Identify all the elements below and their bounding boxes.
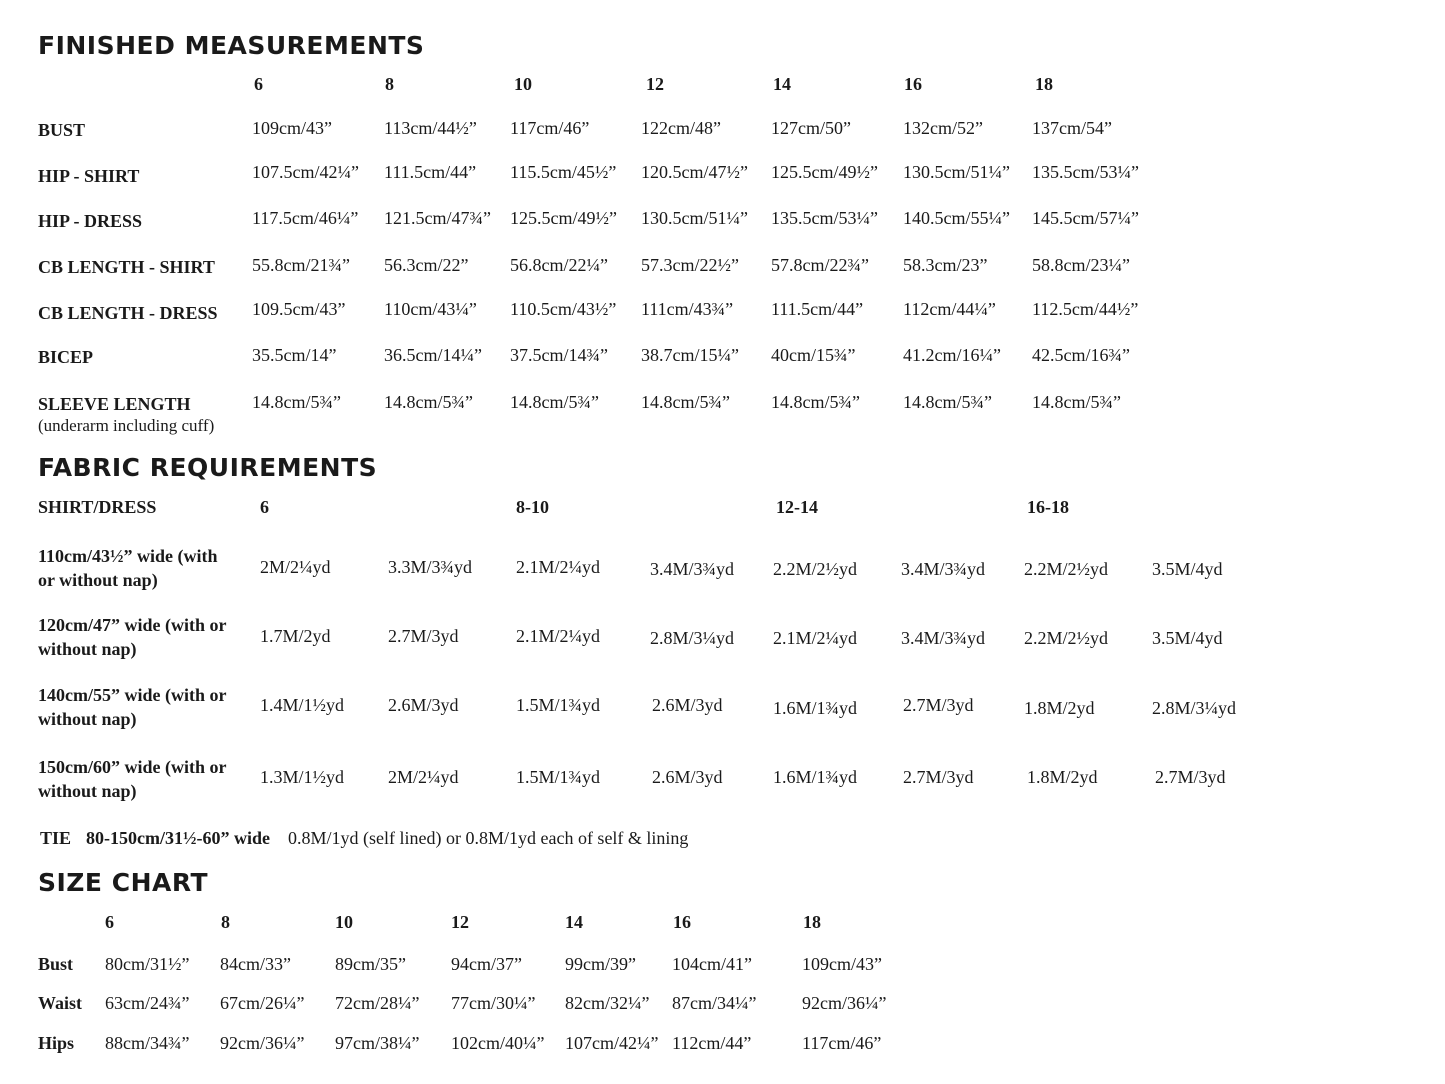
measurement-value: 127cm/50” [771,118,851,138]
measurement-value: 14.8cm/5¾” [384,392,473,412]
fabric-value: 2.7M/3yd [1155,767,1226,787]
row-label: Waist [38,993,83,1013]
row-label: Hips [38,1033,75,1053]
fabric-value: 2.7M/3yd [388,626,459,646]
tie-width: 80-150cm/31½-60” wide [86,828,270,848]
measurement-value: 58.8cm/23¼” [1032,255,1130,275]
row-note: (underarm including cuff) [38,416,215,435]
fabric-width-label: 110cm/43½” wide (with or without nap) [38,546,218,590]
measurement-value: 40cm/15¾” [771,345,856,365]
measurement-value: 14.8cm/5¾” [252,392,341,412]
size-value: 67cm/26¼” [220,993,305,1013]
size-value: 72cm/28¼” [335,993,420,1013]
size-value: 82cm/32¼” [565,993,650,1013]
size-value: 87cm/34¼” [672,993,757,1013]
row-label: Bust [38,954,74,974]
fabric-width-label: 120cm/47” wide (with or without nap) [38,615,227,659]
fabric-value: 3.5M/4yd [1152,559,1223,579]
size-header: 6 [260,497,269,517]
measurement-value: 109cm/43” [252,118,332,138]
fabric-value: 2.2M/2½yd [773,559,858,579]
size-value: 102cm/40¼” [451,1033,545,1053]
fabric-value: 1.6M/1¾yd [773,698,858,718]
measurement-value: 125.5cm/49½” [510,208,617,228]
fabric-value: 1.7M/2yd [260,626,331,646]
fabric-value: 2.7M/3yd [903,767,974,787]
size-header: 8 [221,912,230,932]
measurement-value: 41.2cm/16¼” [903,345,1001,365]
size-value: 84cm/33” [220,954,291,974]
fabric-value: 2.6M/3yd [388,695,459,715]
measurement-value: 107.5cm/42¼” [252,162,359,182]
fabric-value: 2.2M/2½yd [1024,628,1109,648]
size-value: 97cm/38¼” [335,1033,420,1053]
measurement-value: 140.5cm/55¼” [903,208,1010,228]
measurement-value: 130.5cm/51¼” [641,208,748,228]
measurement-value: 57.8cm/22¾” [771,255,869,275]
size-value: 63cm/24¾” [105,993,190,1013]
fabric-header-label: SHIRT/DRESS [38,497,157,517]
fabric-value: 2.8M/3¼yd [1152,698,1237,718]
size-value: 88cm/34¾” [105,1033,190,1053]
fabric-value: 2.7M/3yd [903,695,974,715]
size-value: 94cm/37” [451,954,522,974]
measurement-value: 55.8cm/21¾” [252,255,350,275]
fabric-width-label: 140cm/55” wide (with or without nap) [38,685,227,729]
size-value: 92cm/36¼” [802,993,887,1013]
measurement-value: 121.5cm/47¾” [384,208,491,228]
fabric-value: 2M/2¼yd [260,557,331,577]
measurement-value: 14.8cm/5¾” [903,392,992,412]
size-value: 99cm/39” [565,954,636,974]
size-header: 8 [385,74,394,94]
measurement-value: 35.5cm/14” [252,345,337,365]
fabric-value: 2M/2¼yd [388,767,459,787]
measurement-value: 58.3cm/23” [903,255,988,275]
fabric-value: 3.3M/3¾yd [388,557,473,577]
fabric-value: 3.4M/3¾yd [650,559,735,579]
measurement-value: 113cm/44½” [384,118,477,138]
size-header: 8-10 [516,497,549,517]
size-value: 89cm/35” [335,954,406,974]
measurement-value: 115.5cm/45½” [510,162,617,182]
fabric-value: 3.4M/3¾yd [901,559,986,579]
fabric-value: 2.6M/3yd [652,767,723,787]
tie-label: TIE [40,828,72,848]
measurement-value: 125.5cm/49½” [771,162,878,182]
measurement-value: 37.5cm/14¾” [510,345,608,365]
measurement-value: 137cm/54” [1032,118,1112,138]
measurement-value: 111.5cm/44” [384,162,477,182]
fabric-value: 3.5M/4yd [1152,628,1223,648]
measurement-value: 135.5cm/53¼” [771,208,878,228]
size-header: 16-18 [1027,497,1069,517]
fabric-value: 2.8M/3¼yd [650,628,735,648]
row-label: BUST [38,120,86,140]
measurement-value: 112.5cm/44½” [1032,299,1139,319]
fabric-value: 1.8M/2yd [1024,698,1095,718]
measurement-value: 122cm/48” [641,118,721,138]
size-header: 16 [904,74,922,94]
size-header: 6 [254,74,263,94]
fabric-requirements-title: FABRIC REQUIREMENTS [38,453,378,482]
measurement-value: 111.5cm/44” [771,299,864,319]
size-header: 6 [105,912,114,932]
fabric-value: 2.6M/3yd [652,695,723,715]
measurement-value: 117cm/46” [510,118,590,138]
size-header: 10 [514,74,532,94]
measurement-value: 145.5cm/57¼” [1032,208,1139,228]
size-header: 12-14 [776,497,818,517]
fabric-value: 1.5M/1¾yd [516,695,601,715]
size-value: 112cm/44” [672,1033,752,1053]
measurement-value: 14.8cm/5¾” [1032,392,1121,412]
measurement-value: 56.8cm/22¼” [510,255,608,275]
row-label: SLEEVE LENGTH [38,394,191,414]
size-chart-title: SIZE CHART [38,868,209,897]
size-header: 16 [673,912,691,932]
row-label: CB LENGTH - SHIRT [38,257,215,277]
fabric-value: 1.5M/1¾yd [516,767,601,787]
row-label: CB LENGTH - DRESS [38,303,218,323]
measurement-value: 38.7cm/15¼” [641,345,739,365]
tie-text: 0.8M/1yd (self lined) or 0.8M/1yd each of self & lining [288,828,689,848]
measurement-value: 111cm/43¾” [641,299,734,319]
measurement-value: 132cm/52” [903,118,983,138]
size-value: 104cm/41” [672,954,752,974]
measurement-value: 14.8cm/5¾” [771,392,860,412]
size-header: 18 [803,912,821,932]
measurement-value: 109.5cm/43” [252,299,346,319]
size-header: 12 [451,912,469,932]
measurement-value: 42.5cm/16¾” [1032,345,1130,365]
fabric-value: 2.1M/2¼yd [516,626,601,646]
fabric-value: 1.6M/1¾yd [773,767,858,787]
measurement-value: 56.3cm/22” [384,255,469,275]
size-value: 109cm/43” [802,954,882,974]
measurement-value: 57.3cm/22½” [641,255,739,275]
fabric-value: 2.2M/2½yd [1024,559,1109,579]
fabric-value: 3.4M/3¾yd [901,628,986,648]
measurement-value: 110.5cm/43½” [510,299,617,319]
fabric-width-label: 150cm/60” wide (with or without nap) [38,757,227,801]
row-label: BICEP [38,347,94,367]
measurement-value: 130.5cm/51¼” [903,162,1010,182]
size-header: 14 [773,74,791,94]
fabric-value: 1.4M/1½yd [260,695,345,715]
size-value: 77cm/30¼” [451,993,536,1013]
finished-measurements-title: FINISHED MEASUREMENTS [38,31,425,60]
size-value: 117cm/46” [802,1033,882,1053]
size-value: 107cm/42¼” [565,1033,659,1053]
measurement-value: 14.8cm/5¾” [510,392,599,412]
row-label: HIP - SHIRT [38,166,140,186]
size-value: 80cm/31½” [105,954,190,974]
size-header: 18 [1035,74,1053,94]
size-value: 92cm/36¼” [220,1033,305,1053]
measurement-value: 120.5cm/47½” [641,162,748,182]
measurement-value: 135.5cm/53¼” [1032,162,1139,182]
measurement-value: 110cm/43¼” [384,299,477,319]
fabric-value: 1.8M/2yd [1027,767,1098,787]
fabric-value: 2.1M/2¼yd [773,628,858,648]
measurement-value: 117.5cm/46¼” [252,208,359,228]
size-header: 14 [565,912,583,932]
measurement-value: 112cm/44¼” [903,299,996,319]
row-label: HIP - DRESS [38,211,143,231]
fabric-value: 1.3M/1½yd [260,767,345,787]
measurement-value: 36.5cm/14¼” [384,345,482,365]
size-header: 12 [646,74,664,94]
fabric-value: 2.1M/2¼yd [516,557,601,577]
measurement-value: 14.8cm/5¾” [641,392,730,412]
size-header: 10 [335,912,353,932]
